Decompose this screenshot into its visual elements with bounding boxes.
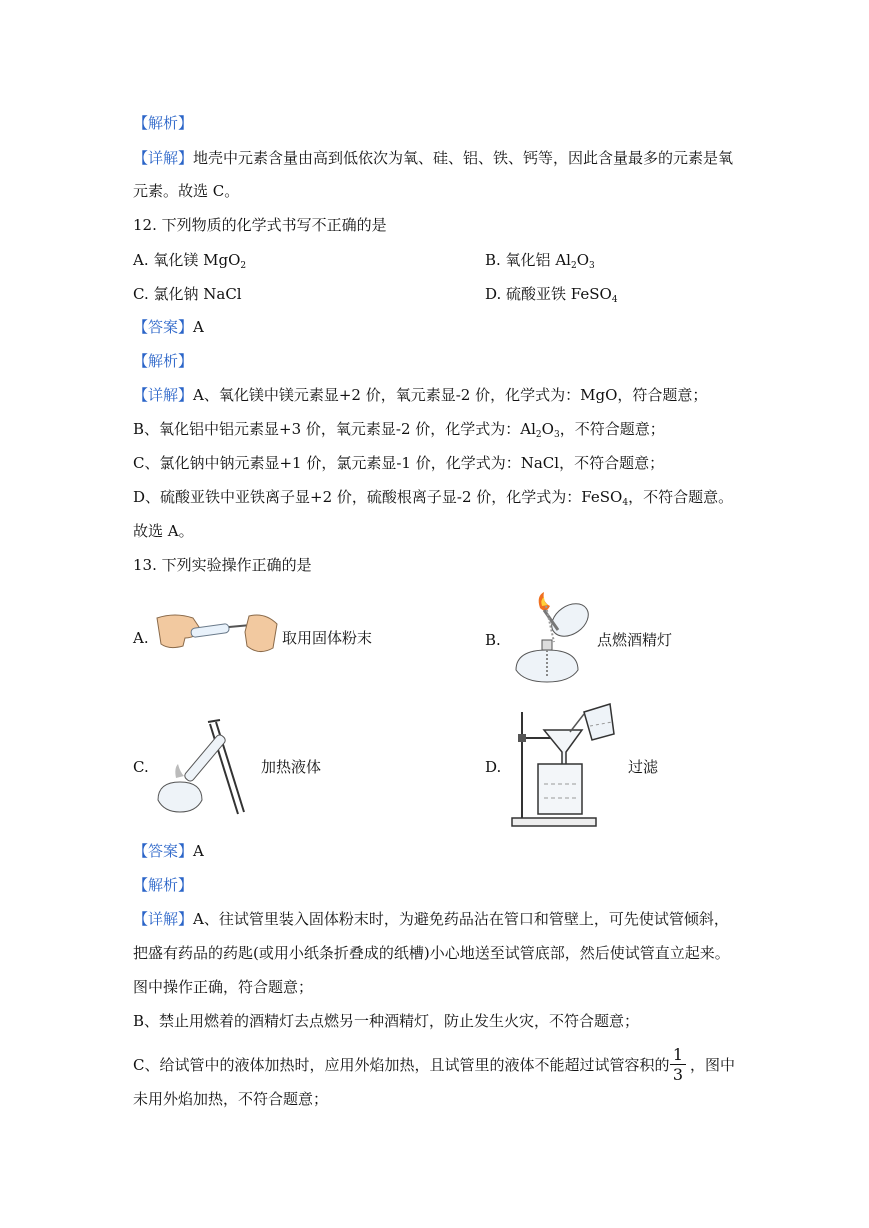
option-a-caption: 取用固体粉末 bbox=[282, 629, 373, 647]
fraction-one-third: 1 3 bbox=[668, 1045, 688, 1084]
detail-line: D、硫酸亚铁中亚铁离子显+2 价，硫酸根离子显-2 价，化学式为：FeSO$_4$，不符合题意。 bbox=[133, 488, 734, 508]
detail-line: 把盛有药品的药匙(或用小纸条折叠成的纸槽)小心地送至试管底部，然后使试管直立起来。 bbox=[133, 944, 730, 962]
detail-line: 元素。故选 C。 bbox=[133, 182, 240, 200]
question-12: 12. 下列物质的化学式书写不正确的是 bbox=[133, 216, 387, 234]
answer-tag: 【答案】 bbox=[133, 318, 194, 336]
answer-tag: 【答案】 bbox=[133, 842, 194, 860]
detail-line: 图中操作正确，符合题意； bbox=[133, 978, 314, 996]
option-c: C. 氯化钠 NaCl bbox=[133, 285, 242, 303]
answer-line bbox=[133, 841, 204, 861]
detail-line: B、氧化铝中铝元素显+3 价，氧元素显-2 价，化学式为：$Al_2O_3$，不符合题意； bbox=[133, 420, 665, 440]
jiexi-tag: 【解析】 bbox=[133, 876, 194, 894]
question-13: 13. 下列实验操作正确的是 bbox=[133, 556, 312, 574]
detail-line: ，图中 bbox=[690, 1056, 736, 1074]
option-d: D. 硫酸亚铁 FeSO$_4$ bbox=[485, 285, 618, 305]
option-a: A. 氧化镁 MgO$_2$ bbox=[133, 251, 247, 271]
answer-line bbox=[133, 317, 204, 337]
heating-testtube-icon bbox=[150, 718, 260, 818]
alcohol-lamp-lighting-icon bbox=[510, 592, 595, 687]
detail-line: 【详解】A、氧化镁中镁元素显+2 价，氧元素显-2 价，化学式为：MgO，符合题意； bbox=[133, 386, 708, 404]
option-b-caption: 点燃酒精灯 bbox=[597, 631, 673, 649]
detail-line: B、禁止用燃着的酒精灯去点燃另一种酒精灯，防止发生火灾，不符合题意； bbox=[133, 1012, 640, 1030]
option-b-letter: B. bbox=[485, 631, 501, 649]
detail-line: 未用外焰加热，不符合题意； bbox=[133, 1090, 329, 1108]
option-b: B. 氧化铝 $Al_2O_3$ bbox=[485, 251, 595, 271]
filtration-apparatus-icon bbox=[510, 702, 620, 828]
option-d-letter: D. bbox=[485, 758, 502, 776]
jiexi-tag: 【解析】 bbox=[133, 352, 194, 370]
answer-value: A bbox=[193, 318, 204, 336]
option-c-caption: 加热液体 bbox=[261, 758, 322, 776]
option-c-letter: C. bbox=[133, 758, 149, 776]
hands-testtube-icon bbox=[155, 608, 280, 663]
detail-line: C、给试管中的液体加热时，应用外焰加热，且试管里的液体不能超过试管容积的 bbox=[133, 1056, 670, 1074]
option-d-caption: 过滤 bbox=[628, 758, 659, 776]
jiexi-tag: 【解析】 bbox=[133, 114, 194, 132]
detail-line: 【详解】地壳中元素含量由高到低依次为氧、硅、铝、铁、钙等，因此含量最多的元素是氧 bbox=[133, 149, 734, 167]
answer-value: A bbox=[193, 842, 204, 860]
conclusion: 故选 A。 bbox=[133, 522, 194, 540]
xiangjie-tag: 【详解】 bbox=[133, 149, 194, 167]
detail-line: 【详解】A、往试管里装入固体粉末时，为避免药品沾在管口和管壁上，可先使试管倾斜， bbox=[133, 910, 729, 928]
option-a-letter: A. bbox=[133, 629, 149, 647]
detail-line: C、氯化钠中钠元素显+1 价，氯元素显-1 价，化学式为：NaCl，不符合题意； bbox=[133, 454, 665, 472]
